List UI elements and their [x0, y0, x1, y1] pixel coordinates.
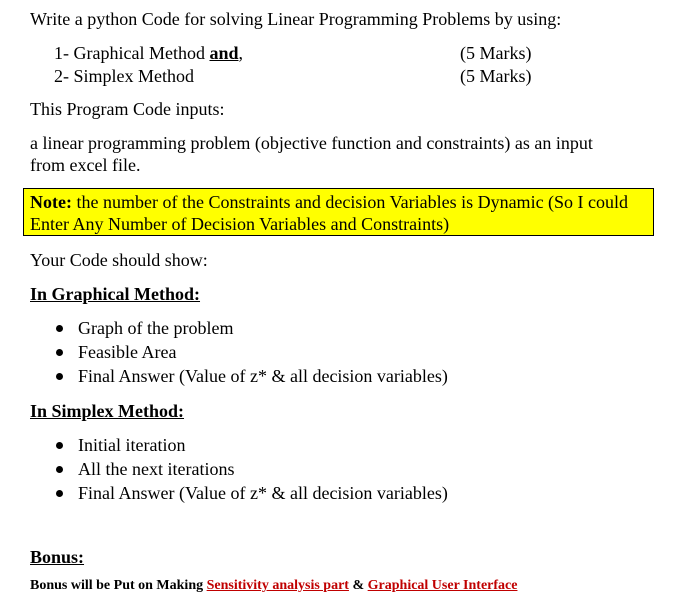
list-item	[56, 316, 448, 340]
show-heading: Your Code should show:	[30, 250, 208, 270]
list-item	[56, 457, 448, 481]
list-item-text: Initial iteration	[78, 435, 186, 455]
graphical-heading: In Graphical Method:	[30, 284, 201, 304]
task-graphical-marks: (5 Marks)	[460, 43, 532, 63]
simplex-heading: In Simplex Method:	[30, 401, 185, 421]
task-comma: ,	[238, 43, 243, 63]
list-item-text: All the next iterations	[78, 459, 235, 479]
note-text-1: the number of the Constraints and decision Variables is Dynamic (So I could	[71, 192, 629, 212]
list-item	[56, 340, 448, 364]
graphical-list	[56, 316, 448, 388]
task-name: Simplex Method	[73, 66, 194, 86]
simplex-list	[56, 433, 448, 505]
list-item	[56, 481, 448, 505]
list-item-text: Final Answer (Value of z* & all decision variables)	[78, 483, 448, 503]
inputs-line-1: a linear programming problem (objective function and constraints) as an input	[30, 133, 593, 153]
note-highlight-box	[23, 188, 654, 236]
list-item-text: Final Answer (Value of z* & all decision variables)	[78, 366, 448, 386]
sensitivity-analysis-link: Sensitivity analysis part	[206, 578, 349, 593]
inputs-heading: This Program Code inputs:	[30, 99, 225, 119]
intro-text: Write a python Code for solving Linear Programming Problems by using:	[30, 9, 562, 29]
list-item-text: Graph of the problem	[78, 318, 234, 338]
task-graphical	[54, 43, 243, 64]
note-line-2: Enter Any Number of Decision Variables and Constraints)	[30, 214, 450, 234]
task-simplex-marks: (5 Marks)	[460, 66, 532, 86]
bullet-icon	[56, 490, 63, 497]
list-item-text: Feasible Area	[78, 342, 177, 362]
note-label: Note:	[30, 192, 72, 212]
bullet-icon	[56, 373, 63, 380]
bonus-text	[30, 578, 517, 594]
list-item	[56, 364, 448, 388]
note-line-1	[30, 191, 647, 213]
task-number: 1-	[54, 43, 69, 63]
task-simplex	[54, 66, 194, 87]
bullet-icon	[56, 466, 63, 473]
list-item	[56, 433, 448, 457]
task-name: Graphical Method	[73, 43, 205, 63]
bonus-prefix: Bonus will be Put on Making	[30, 578, 207, 593]
bonus-connector: &	[348, 578, 368, 593]
bonus-heading: Bonus:	[30, 547, 85, 567]
inputs-line-2: from excel file.	[30, 155, 141, 175]
bullet-icon	[56, 349, 63, 356]
gui-link: Graphical User Interface	[367, 578, 518, 593]
task-number: 2-	[54, 66, 69, 86]
bullet-icon	[56, 325, 63, 332]
bullet-icon	[56, 442, 63, 449]
task-and: and	[209, 43, 239, 63]
